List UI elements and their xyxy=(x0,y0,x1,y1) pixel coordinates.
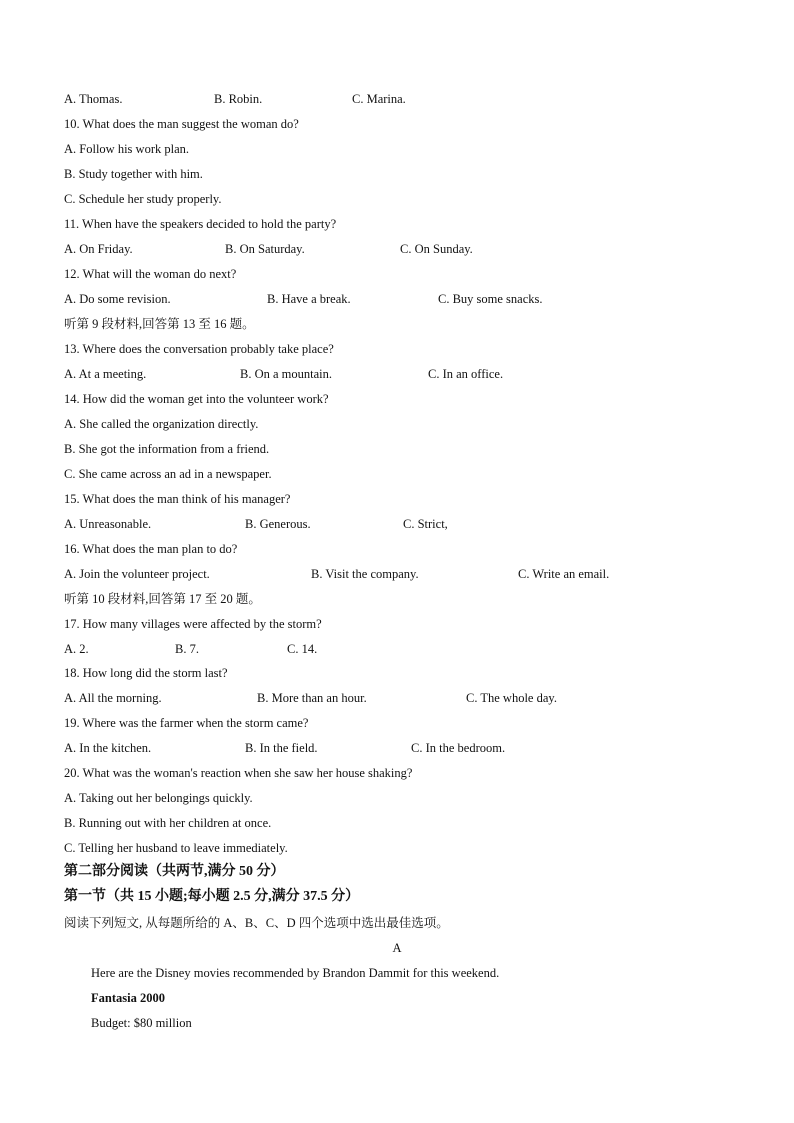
q12-option-c: C. Buy some snacks. xyxy=(438,292,543,306)
q17-option-a: A. 2. xyxy=(64,642,89,656)
q19-stem: 19. Where was the farmer when the storm came? xyxy=(64,716,309,730)
q17-option-b: B. 7. xyxy=(175,642,199,656)
q14-stem: 14. How did the woman get into the volunteer work? xyxy=(64,392,329,406)
q12-option-a: A. Do some revision. xyxy=(64,292,171,306)
q10-option-c: C. Schedule her study properly. xyxy=(64,192,222,206)
section-10-instruction: 听第 10 段材料,回答第 17 至 20 题。 xyxy=(64,592,261,606)
q15-options xyxy=(64,516,764,532)
q16-stem: 16. What does the man plan to do? xyxy=(64,542,238,556)
q10-option-a: A. Follow his work plan. xyxy=(64,142,189,156)
section-1-heading: 第一节（共 15 小题;每小题 2.5 分,满分 37.5 分） xyxy=(64,889,360,904)
q10-option-b: B. Study together with him. xyxy=(64,167,203,181)
q19-option-a: A. In the kitchen. xyxy=(64,741,152,755)
q19-option-c: C. In the bedroom. xyxy=(411,741,506,755)
q13-option-b: B. On a mountain. xyxy=(240,367,333,381)
q11-option-c: C. On Sunday. xyxy=(400,242,473,256)
q10-stem: 10. What does the man suggest the woman do? xyxy=(64,117,299,131)
reading-instruction: 阅读下列短文, 从每题所给的 A、B、C、D 四个选项中选出最佳选项。 xyxy=(64,916,449,930)
q15-option-a: A. Unreasonable. xyxy=(64,517,152,531)
q20-option-c: C. Telling her husband to leave immediately. xyxy=(64,841,288,855)
q12-option-b: B. Have a break. xyxy=(267,292,351,306)
q16-option-c: C. Write an email. xyxy=(518,567,610,581)
q15-option-c: C. Strict, xyxy=(403,517,448,531)
q13-option-a: A. At a meeting. xyxy=(64,367,147,381)
q13-option-c: C. In an office. xyxy=(428,367,504,381)
q18-option-c: C. The whole day. xyxy=(466,691,557,705)
q13-options xyxy=(64,366,764,382)
q9-option-a: A. Thomas. xyxy=(64,92,123,106)
q18-option-b: B. More than an hour. xyxy=(257,691,367,705)
q13-stem: 13. Where does the conversation probably take place? xyxy=(64,342,334,356)
q11-options xyxy=(64,241,764,257)
q11-option-b: B. On Saturday. xyxy=(225,242,305,256)
q18-options xyxy=(64,690,764,706)
q16-option-b: B. Visit the company. xyxy=(311,567,419,581)
part-2-heading: 第二部分阅读（共两节,满分 50 分） xyxy=(64,864,285,879)
q17-option-c: C. 14. xyxy=(287,642,318,656)
q20-option-b: B. Running out with her children at once. xyxy=(64,816,272,830)
q20-option-a: A. Taking out her belongings quickly. xyxy=(64,791,253,805)
q18-option-a: A. All the morning. xyxy=(64,691,162,705)
q16-option-a: A. Join the volunteer project. xyxy=(64,567,210,581)
movie-title: Fantasia 2000 xyxy=(91,991,165,1005)
q15-stem: 15. What does the man think of his manager? xyxy=(64,492,291,506)
q17-options xyxy=(64,641,764,657)
q12-stem: 12. What will the woman do next? xyxy=(64,267,237,281)
q19-options xyxy=(64,740,764,756)
q18-stem: 18. How long did the storm last? xyxy=(64,666,228,680)
q15-option-b: B. Generous. xyxy=(245,517,311,531)
q16-options xyxy=(64,566,764,582)
q14-option-a: A. She called the organization directly. xyxy=(64,417,259,431)
q14-option-b: B. She got the information from a friend. xyxy=(64,442,270,456)
q12-options xyxy=(64,291,764,307)
q19-option-b: B. In the field. xyxy=(245,741,318,755)
q20-stem: 20. What was the woman's reaction when she saw her house shaking? xyxy=(64,766,413,780)
q9-options xyxy=(64,91,764,107)
movie-budget: Budget: $80 million xyxy=(91,1016,192,1030)
q11-option-a: A. On Friday. xyxy=(64,242,133,256)
q9-option-c: C. Marina. xyxy=(352,92,406,106)
q14-option-c: C. She came across an ad in a newspaper. xyxy=(64,467,272,481)
passage-intro: Here are the Disney movies recommended by Brandon Dammit for this weekend. xyxy=(91,966,500,980)
q9-option-b: B. Robin. xyxy=(214,92,263,106)
section-9-instruction: 听第 9 段材料,回答第 13 至 16 题。 xyxy=(64,317,255,331)
q17-stem: 17. How many villages were affected by the storm? xyxy=(64,617,322,631)
q11-stem: 11. When have the speakers decided to hold the party? xyxy=(64,217,337,231)
passage-label: A xyxy=(392,941,402,955)
